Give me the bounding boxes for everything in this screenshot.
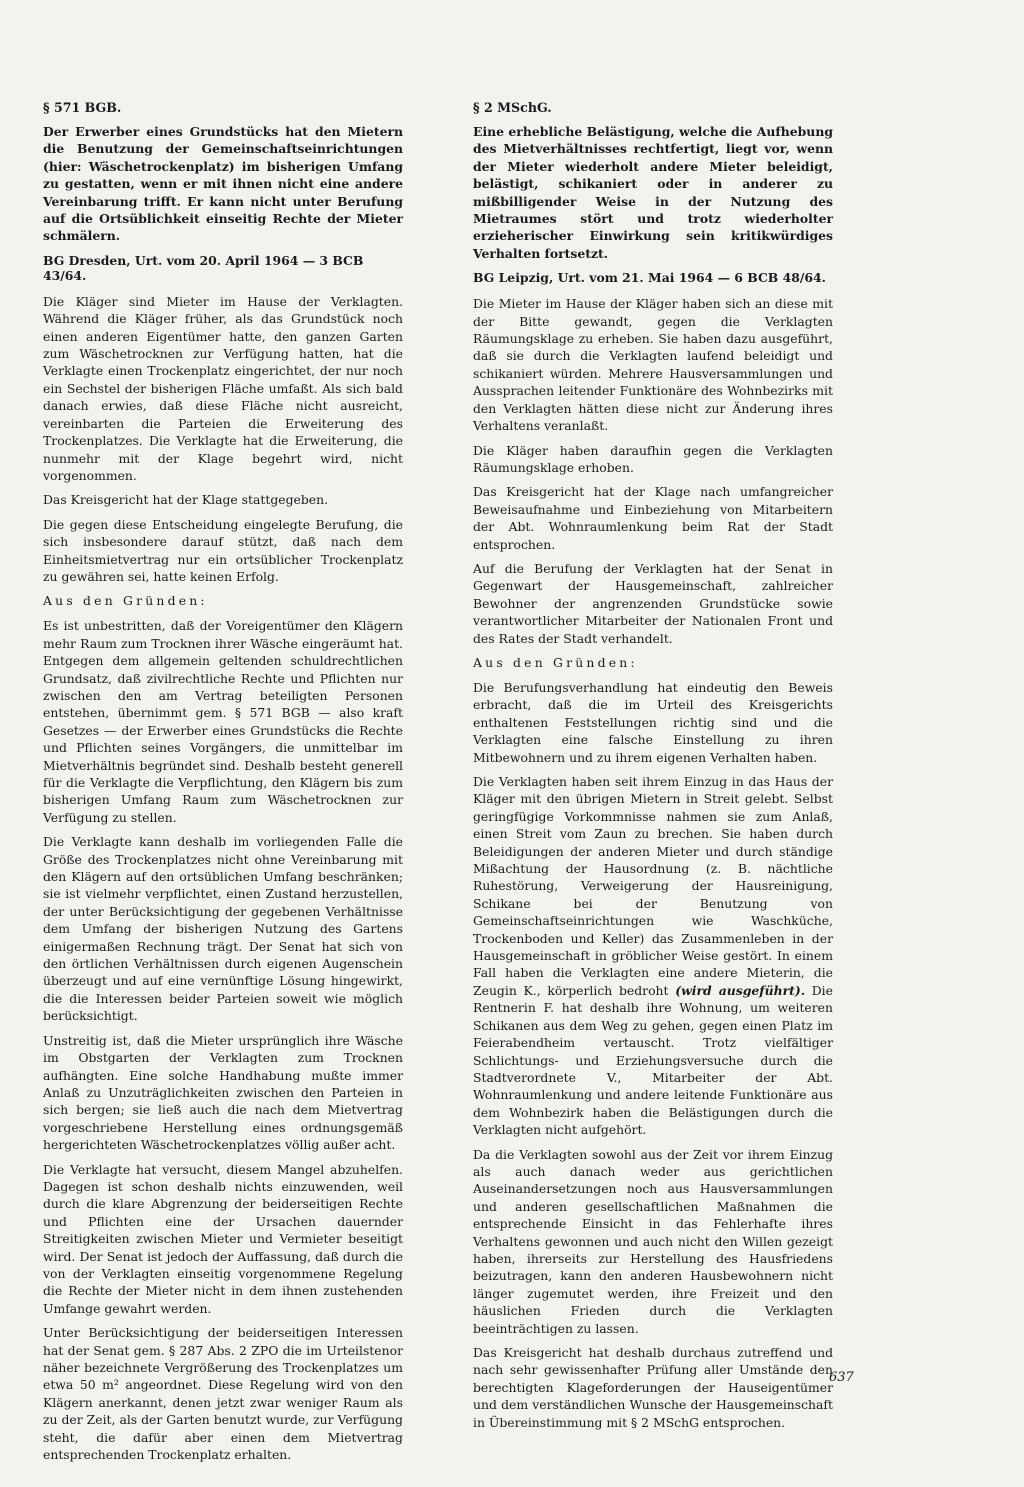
court-citation: BG Leipzig, Urt. vom 21. Mai 1964 — 6 BCB 48/64. <box>473 270 826 286</box>
paragraph-text: Die Verklagten haben seit ihrem Einzug in das Haus der Kläger mit den übrigen Mietern in Streit gelebt. Selbst geringfügige Vorkommnisse nahmen sie zum Anlaß, einen Streit vom Zaun zu brechen. Sie haben durch Beleidigungen der anderen Mieter und durch ständige Mißachtung der Hausordnung (z. B. nächtliche Ruhestörung, Verweigerung der Hausreinigung, Schikane bei der Benutzung von Gemeinschaftseinrichtungen wie Waschküche, Trockenboden und Keller) das Zusammenleben in der Hausgemeinschaft in gröblicher Weise gestört. In einem Fall haben die Verklagten eine andere Mieterin, die Zeugin K., körperlich bedroht <box>473 774 833 998</box>
paragraph: Da die Verklagten sowohl aus der Zeit vor ihrem Einzug als auch danach weder aus gerichtlichen Auseinandersetzungen noch aus Hausversammlungen und anderen gesellschaftlichen Maßnahmen die entsprechende Einsicht in das Fehlerhafte ihres Verhaltens gewonnen und auch nicht den Willen gezeigt haben, ihrerseits zur Herstellung des Hausfriedens beizutragen, kann den anderen Hausbewohnern nicht länger zugemutet werden, ihre Freizeit und den häuslichen Frieden durch die Verklagten beeinträchtigen zu lassen. <box>473 1146 833 1336</box>
paragraph: Die Verklagte kann deshalb im vorliegenden Falle die Größe des Trockenplatzes nicht ohne Vereinbarung mit den Klägern auf den ortsüblichen Umfang beschränken; sie ist vielmehr verpflichtet, einen Zustand herzustellen, der unter Berücksichtigung der gegebenen Verhältnisse dem Umfang der bisherigen Nutzung des Gartens einigermaßen Rechnung trägt. Der Senat hat sich von den örtlichen Verhältnissen durch eigenen Augenschein überzeugt und auf eine vernünftige Lösung hingewirkt, die die Interessen beider Parteien soweit wie möglich berücksichtigt. <box>43 834 403 1024</box>
reasons-heading: Aus den Gründen: <box>473 654 638 670</box>
left-column <box>43 100 403 1470</box>
page-number: 637 <box>829 1370 854 1385</box>
right-column <box>473 100 833 1438</box>
paragraph <box>473 773 833 1139</box>
section-heading: § 571 BGB. <box>43 100 122 115</box>
paragraph: Die gegen diese Entscheidung eingelegte Berufung, die sich insbesondere darauf stützt, daß nach dem Einheitsmietvertrag nur ein ortsüblicher Trockenplatz zu gewähren sei, hatte keinen Erfolg. <box>43 516 403 584</box>
paragraph: Die Mieter im Hause der Kläger haben sich an diese mit der Bitte gewandt, gegen die Verklagten Räumungsklage zu erheben. Sie haben dazu ausgeführt, daß sie durch die Verklagten laufend beleidigt und schikaniert würden. Mehrere Hausversammlungen und Aussprachen leitender Funktionäre des Wohnbezirks mit den Verklagten hätten diese nicht zur Änderung ihres Verhaltens veranlaßt. <box>473 296 833 434</box>
section-heading: § 2 MSchG. <box>473 100 552 115</box>
paragraph: Die Verklagte hat versucht, diesem Mangel abzuhelfen. Dagegen ist schon deshalb nichts einzuwenden, weil durch die klare Abgrenzung der beiderseitigen Rechte und Pflichten eine der Ursachen dauernder Streitigkeiten zwischen Mieter und Vermieter beseitigt wird. Der Senat ist jedoch der Auffassung, daß durch die von der Verklagten einseitig vorgenommene Regelung die Rechte der Mieter nicht in dem ihnen zustehenden Umfange gewahrt werden. <box>43 1161 403 1316</box>
headnote: Eine erhebliche Belästigung, welche die Aufhebung des Mietverhältnisses rechtfertigt, liegt vor, wenn der Mieter wiederholt andere Mieter beleidigt, belästigt, schikaniert oder in anderer zu mißbilligender Weise in der Nutzung des Mietraumes stört und trotz wiederholter erzieherischer Einwirkung sein kritikwürdiges Verhalten fortsetzt. <box>473 124 833 261</box>
paragraph: Unter Berücksichtigung der beiderseitigen Interessen hat der Senat gem. § 287 Abs. 2 ZPO die im Urteilstenor näher bezeichnete Vergrößerung des Trockenplatzes um etwa 50 m² angeordnet. Diese Regelung wird von den Klägern anerkannt, denen jetzt zwar weniger Raum als zu der Zeit, als der Garten benutzt wurde, zur Verfügung steht, die dafür aber einen dem Mietvertrag entsprechenden Trockenplatz erhalten. <box>43 1325 403 1463</box>
paragraph: Die Kläger haben daraufhin gegen die Verklagten Räumungsklage erhoben. <box>473 442 833 475</box>
paragraph: Das Kreisgericht hat der Klage stattgegeben. <box>43 492 329 508</box>
paragraph-text: Die Rentnerin F. hat deshalb ihre Wohnung, um weiteren Schikanen aus dem Weg zu gehen, gegen einen Platz im Feierabendheim vertauscht. Trotz vielfältiger Schlichtungs- und Erziehungsversuche durch die Stadtverordnete V., Mitarbeiter der Abt. Wohnraumlenkung und andere leitende Funktionäre aus dem Wohnbezirk haben die Belästigungen durch die Verklagten nicht aufgehört. <box>473 982 833 1138</box>
paragraph: Unstreitig ist, daß die Mieter ursprünglich ihre Wäsche im Obstgarten der Verklagten zum Trocknen aufhängten. Eine solche Handhabung mußte immer Anlaß zu Unzuträglichkeiten zwischen den Parteien in sich bergen; sie ließ auch die nach dem Mietvertrag vorgeschriebene Herstellung eines ordnungsgemäß hergerichteten Wäschetrockenplatzes völlig außer acht. <box>43 1032 403 1153</box>
reasons-heading: Aus den Gründen: <box>43 593 208 609</box>
paragraph: Das Kreisgericht hat der Klage nach umfangreicher Beweisaufnahme und Einbeziehung von Mitarbeitern der Abt. Wohnraumlenkung beim Rat der Stadt entsprochen. <box>473 484 833 552</box>
court-citation: BG Dresden, Urt. vom 20. April 1964 — 3 BCB 43/64. <box>43 252 364 283</box>
emphasized-text: (wird ausgeführt). <box>675 982 806 998</box>
paragraph: Die Berufungsverhandlung hat eindeutig den Beweis erbracht, daß die im Urteil des Kreisgerichts enthaltenen Feststellungen richtig sind und die Verklagten eine falsche Einstellung zu ihren Mitbewohnern und zu ihrem eigenen Verhalten haben. <box>473 679 833 765</box>
paragraph: Das Kreisgericht hat deshalb durchaus zutreffend und nach sehr gewissenhafter Prüfung aller Umstände den berechtigten Klageforderungen der Hauseigentümer und dem verständlichen Wunsche der Hausgemeinschaft in Übereinstimmung mit § 2 MSchG entsprochen. <box>473 1345 833 1430</box>
paragraph: Die Kläger sind Mieter im Hause der Verklagten. Während die Kläger früher, als das Grundstück noch einen anderen Eigentümer hatte, den ganzen Garten zum Wäschetrocknen zur Verfügung hatten, hat die Verklagte einen Trockenplatz eingerichtet, der nur noch ein Sechstel der bisherigen Fläche umfaßt. Als sich bald danach erwies, daß diese Fläche nicht ausreicht, vereinbarten die Parteien die Erweiterung des Trockenplatzes. Die Verklagte hat die Erweiterung, die nunmehr mit der Klage begehrt wird, nicht vorgenommen. <box>43 293 403 483</box>
paragraph: Es ist unbestritten, daß der Voreigentümer den Klägern mehr Raum zum Trocknen ihrer Wäsche eingeräumt hat. Entgegen dem allgemein geltenden schuldrechtlichen Grundsatz, daß zivilrechtliche Rechte und Pflichten nur zwischen den am Vertrag beteiligten Personen entstehen, übernimmt gem. § 571 BGB — also kraft Gesetzes — der Erwerber eines Grundstücks die Rechte und Pflichten seines Vorgängers, die unmittelbar im Mietverhältnis begründet sind. Deshalb besteht generell für die Verklagte die Verpflichtung, den Klägern bis zum bisherigen Umfang Raum zum Wäschetrocknen zur Verfügung zu stellen. <box>43 618 403 825</box>
paragraph: Auf die Berufung der Verklagten hat der Senat in Gegenwart der Hausgemeinschaft, zahlreicher Bewohner der angrenzenden Grundstücke sowie verantwortlicher Mitarbeiter der Nationalen Front und des Rates der Stadt verhandelt. <box>473 560 833 646</box>
headnote: Der Erwerber eines Grundstücks hat den Mietern die Benutzung der Gemeinschaftseinrichtungen (hier: Wäschetrockenplatz) im bisherigen Umfang zu gestatten, wenn er mit ihnen nicht eine andere Vereinbarung trifft. Er kann nicht unter Berufung auf die Ortsüblichkeit einseitig Rechte der Mieter schmälern. <box>43 124 403 244</box>
